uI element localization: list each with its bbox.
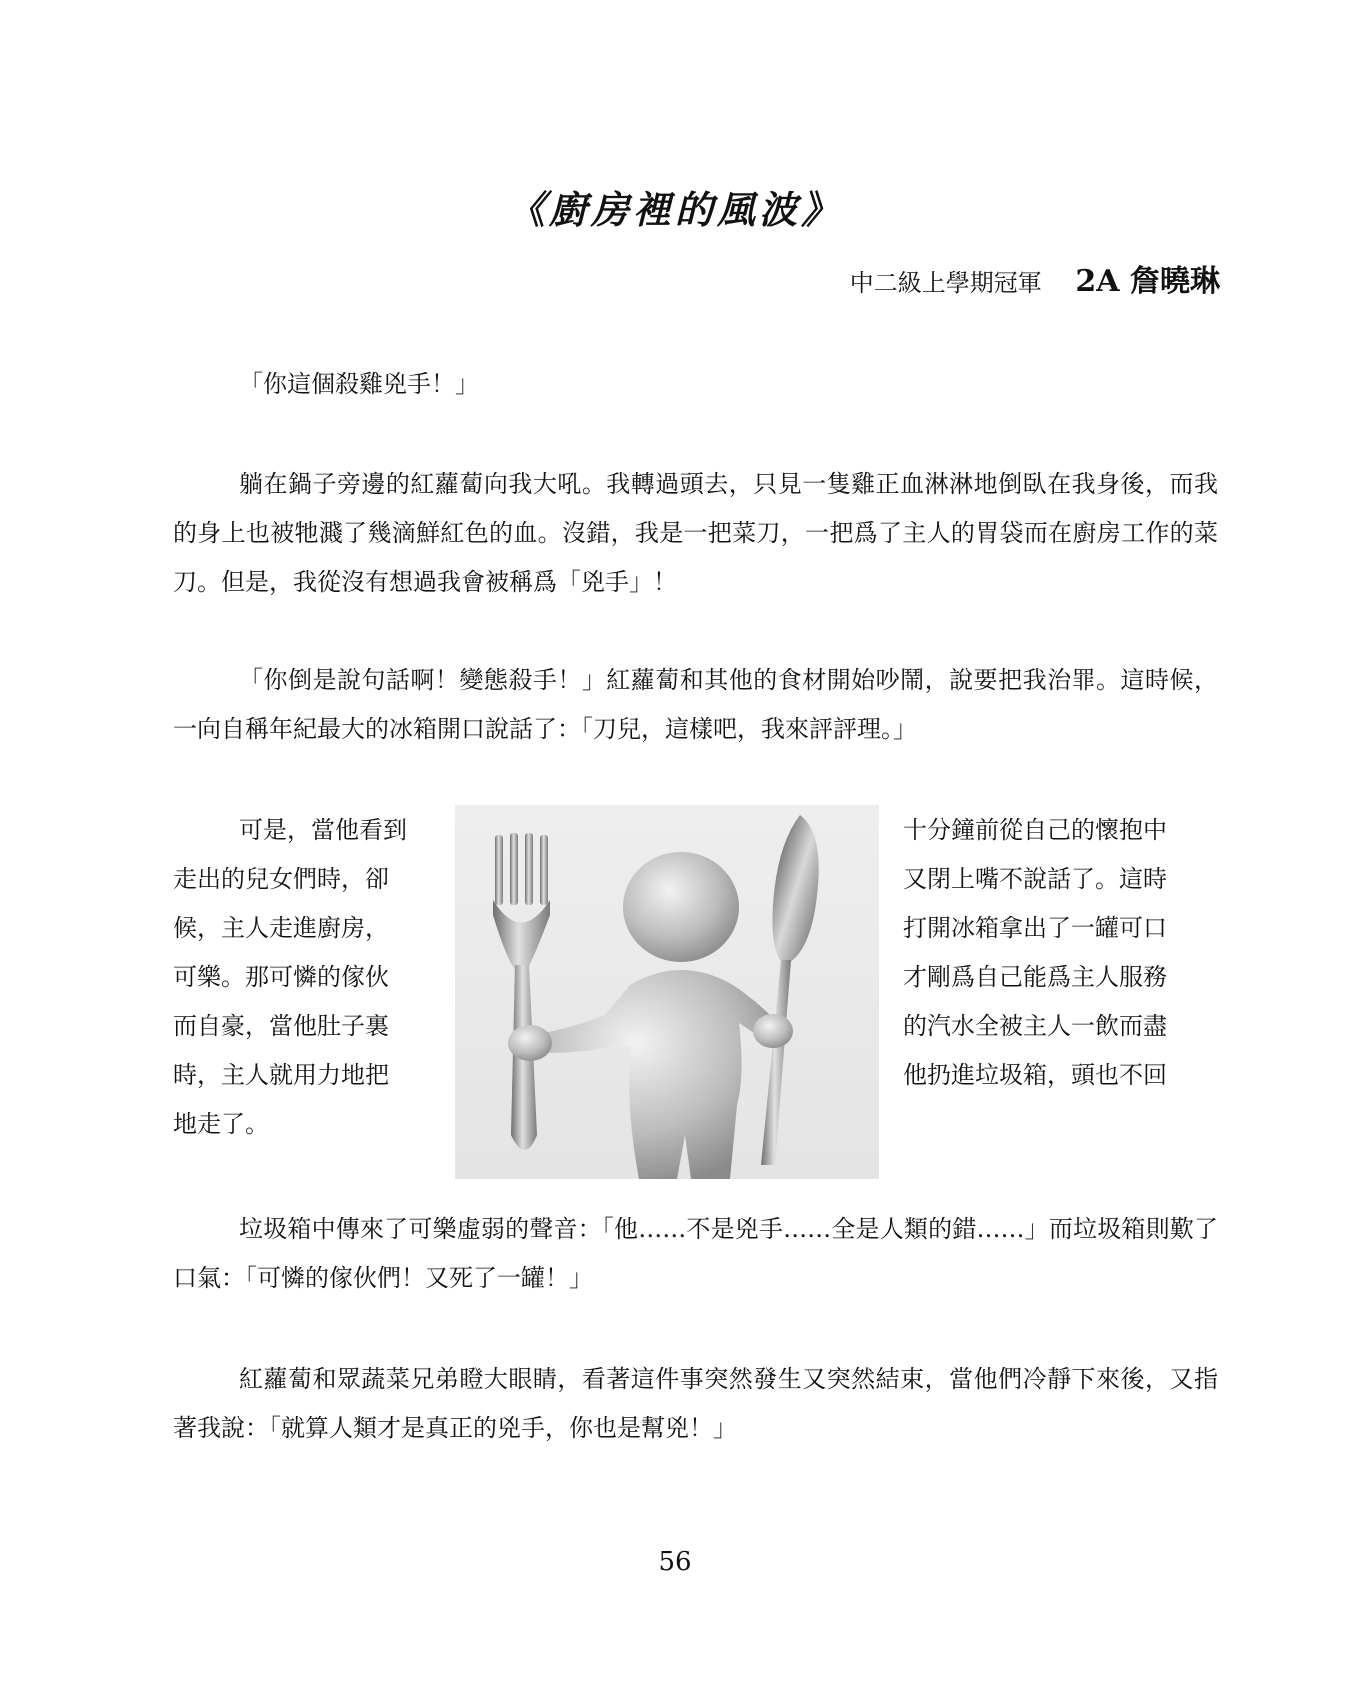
byline	[850, 262, 1220, 303]
text-line: 又閉上嘴不說話了。這時	[903, 865, 1167, 893]
fork-icon	[493, 833, 550, 1150]
page-number: 56	[658, 1547, 692, 1577]
figure-body-icon	[508, 852, 793, 1179]
text-line: 打開冰箱拿出了一罐可口	[903, 914, 1167, 942]
text-line: 候，主人走進廚房，	[173, 914, 389, 942]
figure-holding-fork-and-spoon-icon	[455, 805, 879, 1179]
wrapped-text-right	[903, 806, 1223, 1100]
text-line: 可樂。那可憐的傢伙	[173, 963, 389, 991]
author-name: 2A 詹曉琳	[1075, 264, 1220, 299]
text-line: 十分鐘前從自己的懷抱中	[903, 816, 1167, 844]
paragraph-1: 「你這個殺雞兇手！」	[239, 370, 479, 398]
text-line: 地走了。	[173, 1110, 269, 1138]
paragraph-3: 「你倒是說句話啊！變態殺手！」紅蘿蔔和其他的食材開始吵鬧，說要把我治罪。這時候，一向自稱年紀最大的冰箱開口說話了：「刀兒，這樣吧，我來評評理。」	[173, 666, 1218, 743]
fork-spoon-figure-image	[455, 805, 879, 1179]
text-line: 他扔進垃圾箱，頭也不回	[903, 1061, 1167, 1089]
text-line: 時，主人就用力地把	[173, 1061, 389, 1089]
text-line: 的汽水全被主人一飲而盡	[903, 1012, 1167, 1040]
text-line: 而自豪，當他肚子裏	[173, 1012, 389, 1040]
page-title: 《廚房裡的風波》	[506, 187, 843, 232]
paragraph-4: 垃圾箱中傳來了可樂虛弱的聲音：「他……不是兇手……全是人類的錯……」而垃圾箱則歎了口氣：「可憐的傢伙們！又死了一罐！」	[173, 1215, 1218, 1292]
wrapped-text-left	[173, 806, 433, 1149]
text-line: 才剛爲自己能爲主人服務	[903, 963, 1167, 991]
paragraph-5: 紅蘿蔔和眾蔬菜兄弟瞪大眼睛，看著這件事突然發生又突然結束，當他們冷靜下來後，又指著我說：「就算人類才是真正的兇手，你也是幫兇！」	[173, 1365, 1218, 1442]
text-line: 可是，當他看到	[239, 816, 407, 844]
spoon-icon	[761, 815, 819, 1165]
paragraph-2: 躺在鍋子旁邊的紅蘿蔔向我大吼。我轉過頭去，只見一隻雞正血淋淋地倒臥在我身後，而我的身上也被牠濺了幾滴鮮紅色的血。沒錯，我是一把菜刀，一把爲了主人的胃袋而在廚房工作的菜刀。但是，我從沒有想過我會被稱爲「兇手」！	[173, 470, 1218, 596]
award-label: 中二級上學期冠軍	[849, 269, 1042, 297]
text-line: 走出的兒女們時，卻	[173, 865, 389, 893]
